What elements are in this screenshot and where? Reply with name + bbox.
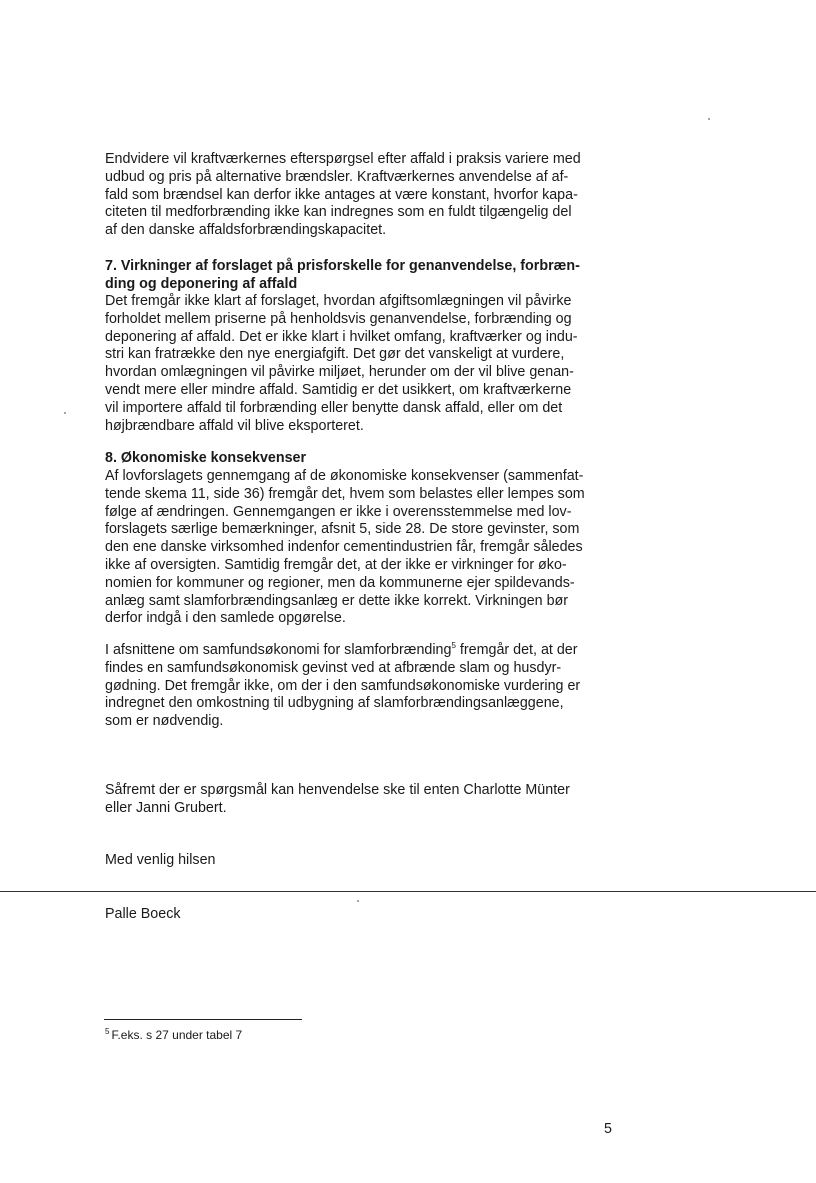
text-line: fald som brændsel kan derfor ikke antages at være konstant, hvorfor kapa- xyxy=(105,186,578,203)
text-line xyxy=(105,642,617,660)
text-line: stri kan fratrække den nye energiafgift. Det gør det vanskeligt at vurdere, xyxy=(105,346,565,363)
heading-line: 8. Økonomiske konsekvenser xyxy=(105,450,307,466)
closing-greeting: Med venlig hilsen xyxy=(105,852,216,868)
scan-speck xyxy=(64,412,66,414)
page-number: 5 xyxy=(604,1121,612,1137)
text-line: eller Janni Grubert. xyxy=(105,799,227,816)
contact-paragraph xyxy=(105,782,617,818)
text-line: citeten til medforbrænding ikke kan indregnes som en fuldt tilgængelig del xyxy=(105,204,572,221)
text-line: Af lovforslagets gennemgang af de økonomiske konsekvenser (sammenfat- xyxy=(105,468,584,484)
signature-name: Palle Boeck xyxy=(105,906,181,922)
scan-speck xyxy=(708,118,710,120)
text-span: fremgår det, at der xyxy=(455,642,578,658)
text-line: derfor indgå i den samlede opgørelse. xyxy=(105,610,346,627)
text-line: deponering af affald. Det er ikke klart i hvilket omfang, kraftværker og indu- xyxy=(105,328,578,345)
footnote-text: F.eks. s 27 under tabel 7 xyxy=(111,1028,243,1042)
text-span: I afsnittene om samfundsøkonomi for slamforbrænding xyxy=(105,642,452,658)
footnote-number: 5 xyxy=(105,1027,110,1036)
text-line: følge af ændringen. Gennemgangen er ikke i overensstemmelse med lov- xyxy=(105,503,572,520)
intro-paragraph xyxy=(105,151,617,240)
section-8-heading xyxy=(105,450,617,468)
text-line: hvordan omlægningen vil påvirke miljøet, herunder om der vil blive genan- xyxy=(105,364,574,381)
section-8-paragraph-2 xyxy=(105,642,617,731)
text-line: vendt mere eller mindre affald. Samtidig er det usikkert, om kraftværkerne xyxy=(105,381,572,398)
heading-line: 7. Virkninger af forslaget på prisforskelle for genanvendelse, forbræn- xyxy=(105,258,580,274)
text-line: forholdet mellem priserne på henholdsvis genanvendelse, forbrænding og xyxy=(105,310,572,327)
text-line: anlæg samt slamforbrændingsanlæg er dette ikke korrekt. Virkningen bør xyxy=(105,592,569,609)
text-line: forslagets særlige bemærkninger, afsnit 5, side 28. De store gevinster, som xyxy=(105,521,580,538)
text-line: den ene danske virksomhed indenfor cementindustrien får, fremgår således xyxy=(105,539,583,556)
section-7-body xyxy=(105,293,617,435)
text-line: tende skema 11, side 36) fremgår det, hvem som belastes eller lempes som xyxy=(105,485,585,502)
text-line: af den danske affaldsforbrændingskapacitet. xyxy=(105,222,387,239)
text-line: vil importere affald til forbrænding eller benytte dansk affald, eller om det xyxy=(105,399,563,416)
footnote-reference: 5 xyxy=(451,641,456,650)
text-line: Det fremgår ikke klart af forslaget, hvordan afgiftsomlægningen vil påvirke xyxy=(105,293,572,309)
text-line: indregnet den omkostning til udbygning af slamforbrændingsanlæggene, xyxy=(105,695,564,712)
text-line: som er nødvendig. xyxy=(105,713,224,730)
scan-speck xyxy=(357,900,359,902)
horizontal-divider xyxy=(0,891,816,892)
section-7-heading xyxy=(105,258,617,294)
text-line: Såfremt der er spørgsmål kan henvendelse ske til enten Charlotte Münter xyxy=(105,782,570,798)
footnote xyxy=(105,1028,242,1042)
text-line: gødning. Det fremgår ikke, om der i den samfundsøkonomiske vurdering er xyxy=(105,677,581,694)
text-line: ikke af oversigten. Samtidig fremgår det, at der ikke er virkninger for øko- xyxy=(105,556,567,573)
text-line: højbrændbare affald vil blive eksporteret. xyxy=(105,417,364,434)
section-8-body xyxy=(105,468,617,628)
footnote-separator xyxy=(104,1019,302,1020)
heading-line: ding og deponering af affald xyxy=(105,275,298,292)
text-line: udbud og pris på alternative brændsler. Kraftværkernes anvendelse af af- xyxy=(105,168,569,185)
text-line: nomien for kommuner og regioner, men da kommunerne ejer spildevands- xyxy=(105,574,575,591)
text-line: findes en samfundsøkonomisk gevinst ved at afbrænde slam og husdyr- xyxy=(105,659,562,676)
text-line: Endvidere vil kraftværkernes efterspørgsel efter affald i praksis variere med xyxy=(105,151,581,167)
